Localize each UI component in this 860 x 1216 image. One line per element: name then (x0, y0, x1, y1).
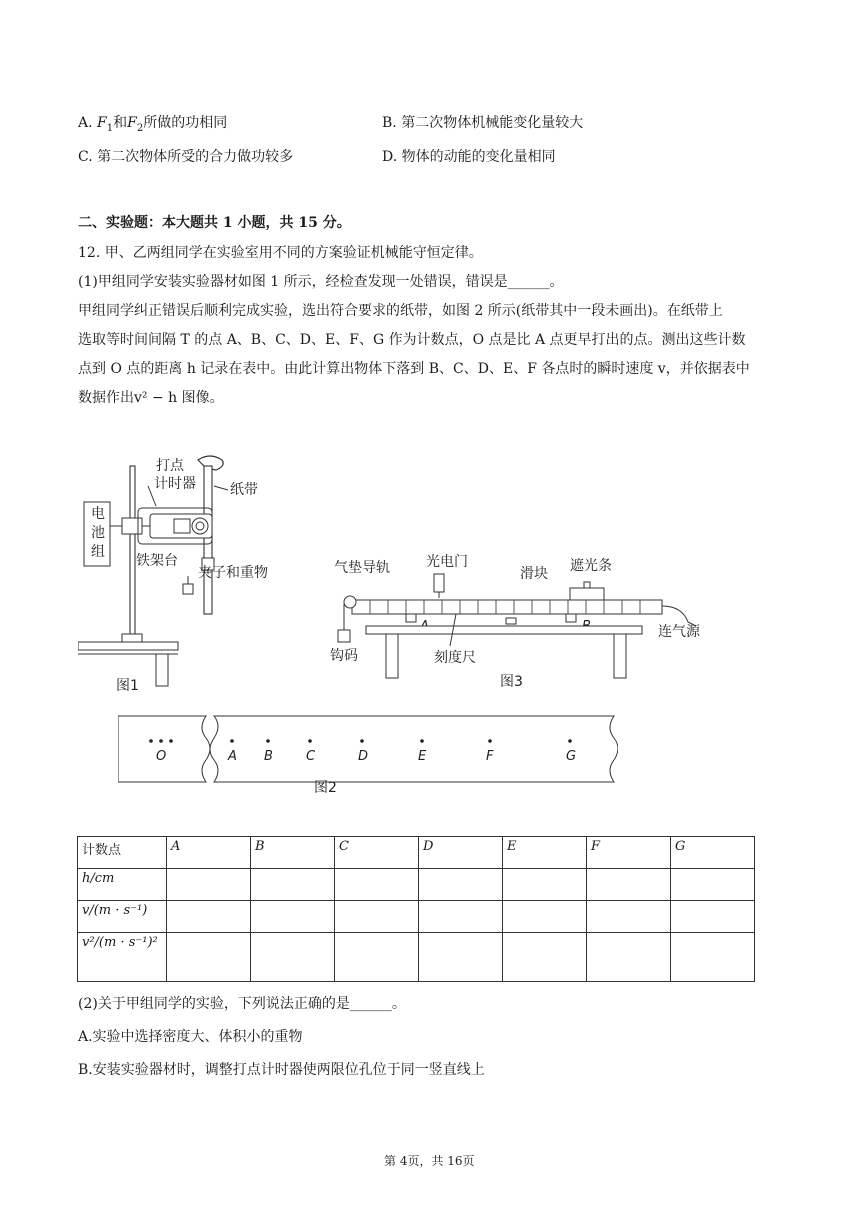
fig1-timer-label-1: 打点 (156, 458, 184, 474)
question-para-line4: 数据作出v² − h 图像。 (78, 390, 224, 406)
question-part1: (1)甲组同学安装实验器材如图 1 所示，经检查发现一处错误，错误是______。 (78, 274, 564, 290)
table-row-label: h/cm (78, 869, 167, 901)
option-b: B. 第二次物体机械能变化量较大 (382, 115, 584, 131)
table-header-cell: F (587, 837, 671, 869)
table-header-cell: D (419, 837, 503, 869)
fig3-strip-label: 遮光条 (570, 558, 612, 574)
fig1-stand-label: 铁架台 (136, 553, 178, 569)
table-header-cell: E (503, 837, 587, 869)
fig3-slider-label: 滑块 (520, 566, 548, 582)
fig2-caption: 图2 (314, 780, 337, 796)
question-para-line2: 选取等时间间隔 T 的点 A、B、C、D、E、F、G 作为计数点，O 点是比 A 点更早打出的点。测出这些计数 (78, 332, 746, 348)
question-para-line1: 甲组同学纠正错误后顺利完成实验，选出符合要求的纸带，如图 2 所示(纸带其中一段未画出)。在纸带上 (78, 303, 723, 319)
table-header-cell: C (335, 837, 419, 869)
data-table (77, 836, 755, 982)
fig3-ruler-label: 刻度尺 (434, 650, 476, 666)
table-row-label: v²/(m · s⁻¹)² (78, 933, 167, 982)
fig1-battery-label-2: 池 (91, 525, 105, 541)
question-part2-block (78, 990, 788, 1085)
fig3-gate-label: 光电门 (426, 554, 468, 570)
fig2-point-b: B (264, 749, 273, 764)
table-header-row (78, 837, 755, 869)
fig2-point-a: A (228, 749, 237, 764)
table-header-cell: A (167, 837, 251, 869)
option-d: D. 物体的动能的变化量相同 (382, 149, 556, 165)
table-row (78, 933, 755, 982)
fig3-air-label: 连气源 (658, 624, 700, 640)
fig2-point-g: G (566, 749, 577, 764)
fig3-track-label: 气垫导轨 (334, 560, 390, 576)
section-title: 二、实验题：本大题共 1 小题，共 15 分。 (78, 215, 351, 231)
fig1-battery-label-1: 电 (91, 506, 105, 522)
figure-1 (78, 448, 318, 698)
option-a: A. $F_1$和$F_2$所做的功相同 (78, 115, 228, 134)
table-header-cell: G (671, 837, 755, 869)
table-header-cell: B (251, 837, 335, 869)
table-row-label: v/(m · s⁻¹) (78, 901, 167, 933)
figure-3 (330, 548, 710, 698)
option-a-prefix: A. (78, 115, 98, 131)
question-part2: (2)关于甲组同学的实验，下列说法正确的是______。 (78, 996, 406, 1012)
table-row (78, 869, 755, 901)
fig2-point-o: O (156, 749, 167, 764)
fig2-point-e: E (418, 749, 427, 764)
option-c: C. 第二次物体所受的合力做功较多 (78, 149, 294, 165)
table-row (78, 901, 755, 933)
choice-b: B.安装实验器材时，调整打点计时器使两限位孔位于同一竖直线上 (78, 1062, 485, 1078)
fig3-hook-label: 钩码 (330, 648, 358, 664)
fig2-point-c: C (306, 749, 316, 764)
option-a-text: 所做的功相同 (143, 115, 228, 131)
choice-a: A.实验中选择密度大、体积小的重物 (78, 1029, 303, 1045)
fig2-point-f: F (486, 749, 494, 764)
fig1-tape-label: 纸带 (230, 482, 258, 498)
fig1-battery-label-3: 组 (91, 544, 105, 560)
question-body (78, 239, 788, 413)
fig2-point-d: D (358, 749, 369, 764)
page-footer: 第 4页，共 16页 (384, 1154, 475, 1168)
table-header-cell: 计数点 (78, 837, 167, 869)
option-a-formula: F (97, 115, 107, 131)
figure-2 (118, 712, 618, 798)
fig3-caption: 图3 (500, 674, 523, 690)
fig1-weight-label: 夹子和重物 (198, 565, 268, 581)
fig1-timer-label-2: 计时器 (154, 476, 196, 492)
question-para-line3: 点到 O 点的距离 h 记录在表中。由此计算出物体下落到 B、C、D、E、F 各点时的瞬时速度 v，并依据表中 (78, 361, 750, 377)
question-stem: 12. 甲、乙两组同学在实验室用不同的方案验证机械能守恒定律。 (78, 245, 483, 261)
fig1-caption: 图1 (116, 678, 139, 694)
